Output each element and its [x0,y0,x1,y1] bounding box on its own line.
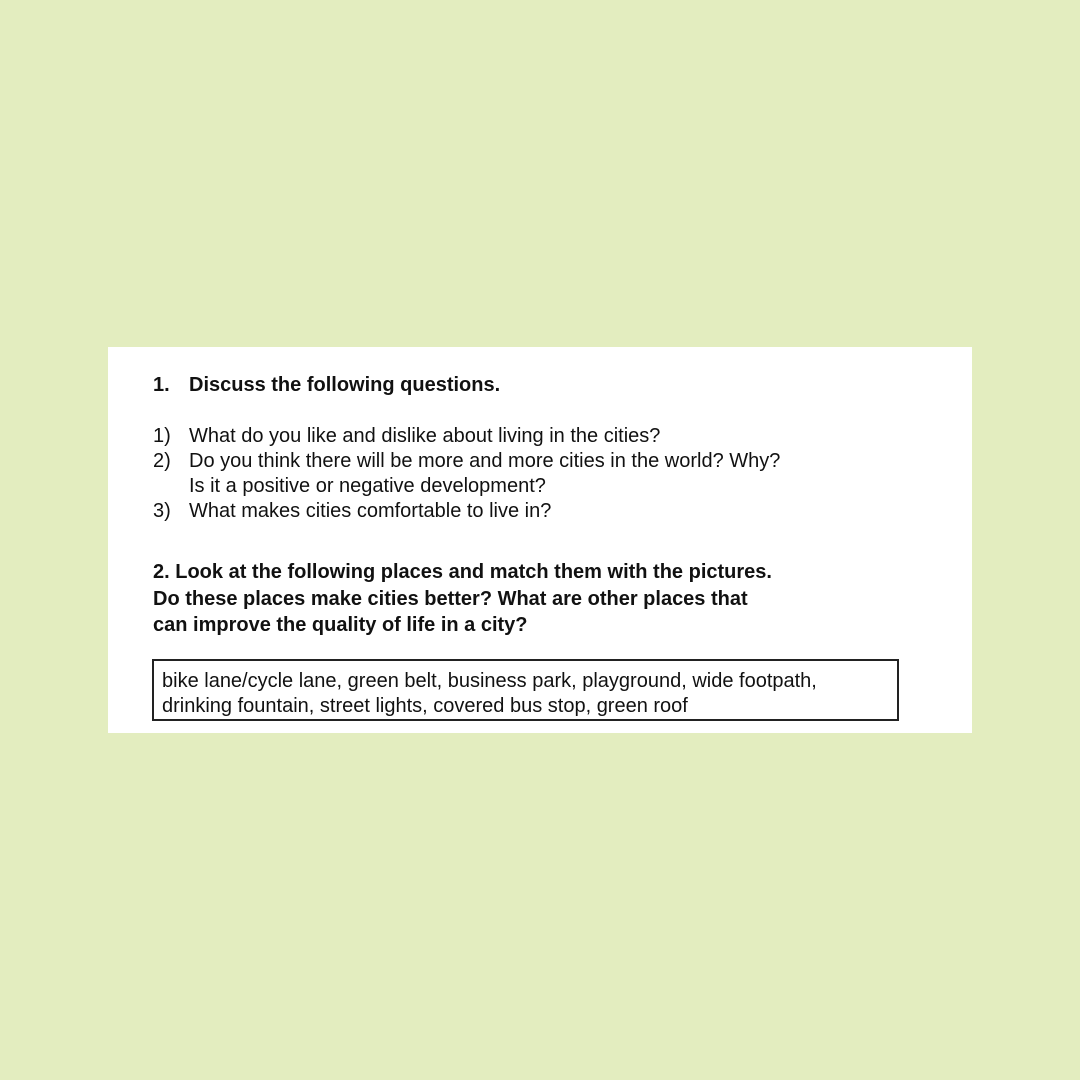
question-text [189,424,660,449]
section-1-heading [153,373,500,397]
word-box-line: bike lane/cycle lane, green belt, business park, playground, wide footpath, [162,670,817,692]
question-number: 2) [153,450,171,472]
section-2-heading-line: can improve the quality of life in a city? [153,614,528,636]
question-item [153,449,780,499]
section-1-number: 1. [153,374,170,396]
vocabulary-word-box [152,659,899,721]
question-line: Do you think there will be more and more cities in the world? Why? [189,450,781,472]
question-item [153,424,780,449]
question-text [189,499,551,524]
question-text [189,449,780,499]
question-line: What do you like and dislike about living in the cities? [189,425,661,447]
word-box-line: drinking fountain, street lights, covered bus stop, green roof [162,695,688,717]
question-number: 1) [153,425,171,447]
discussion-questions-list [153,424,780,524]
section-2-heading [153,559,873,639]
question-line: What makes cities comfortable to live in? [189,500,552,522]
worksheet-card [108,347,972,733]
section-1-title: Discuss the following questions. [189,374,501,396]
question-number: 3) [153,500,171,522]
question-line: Is it a positive or negative development? [189,475,546,497]
question-item [153,499,780,524]
section-2-heading-line: Do these places make cities better? What are other places that [153,587,748,610]
section-2-heading-line: 2. Look at the following places and match them with the pictures. [153,561,772,583]
